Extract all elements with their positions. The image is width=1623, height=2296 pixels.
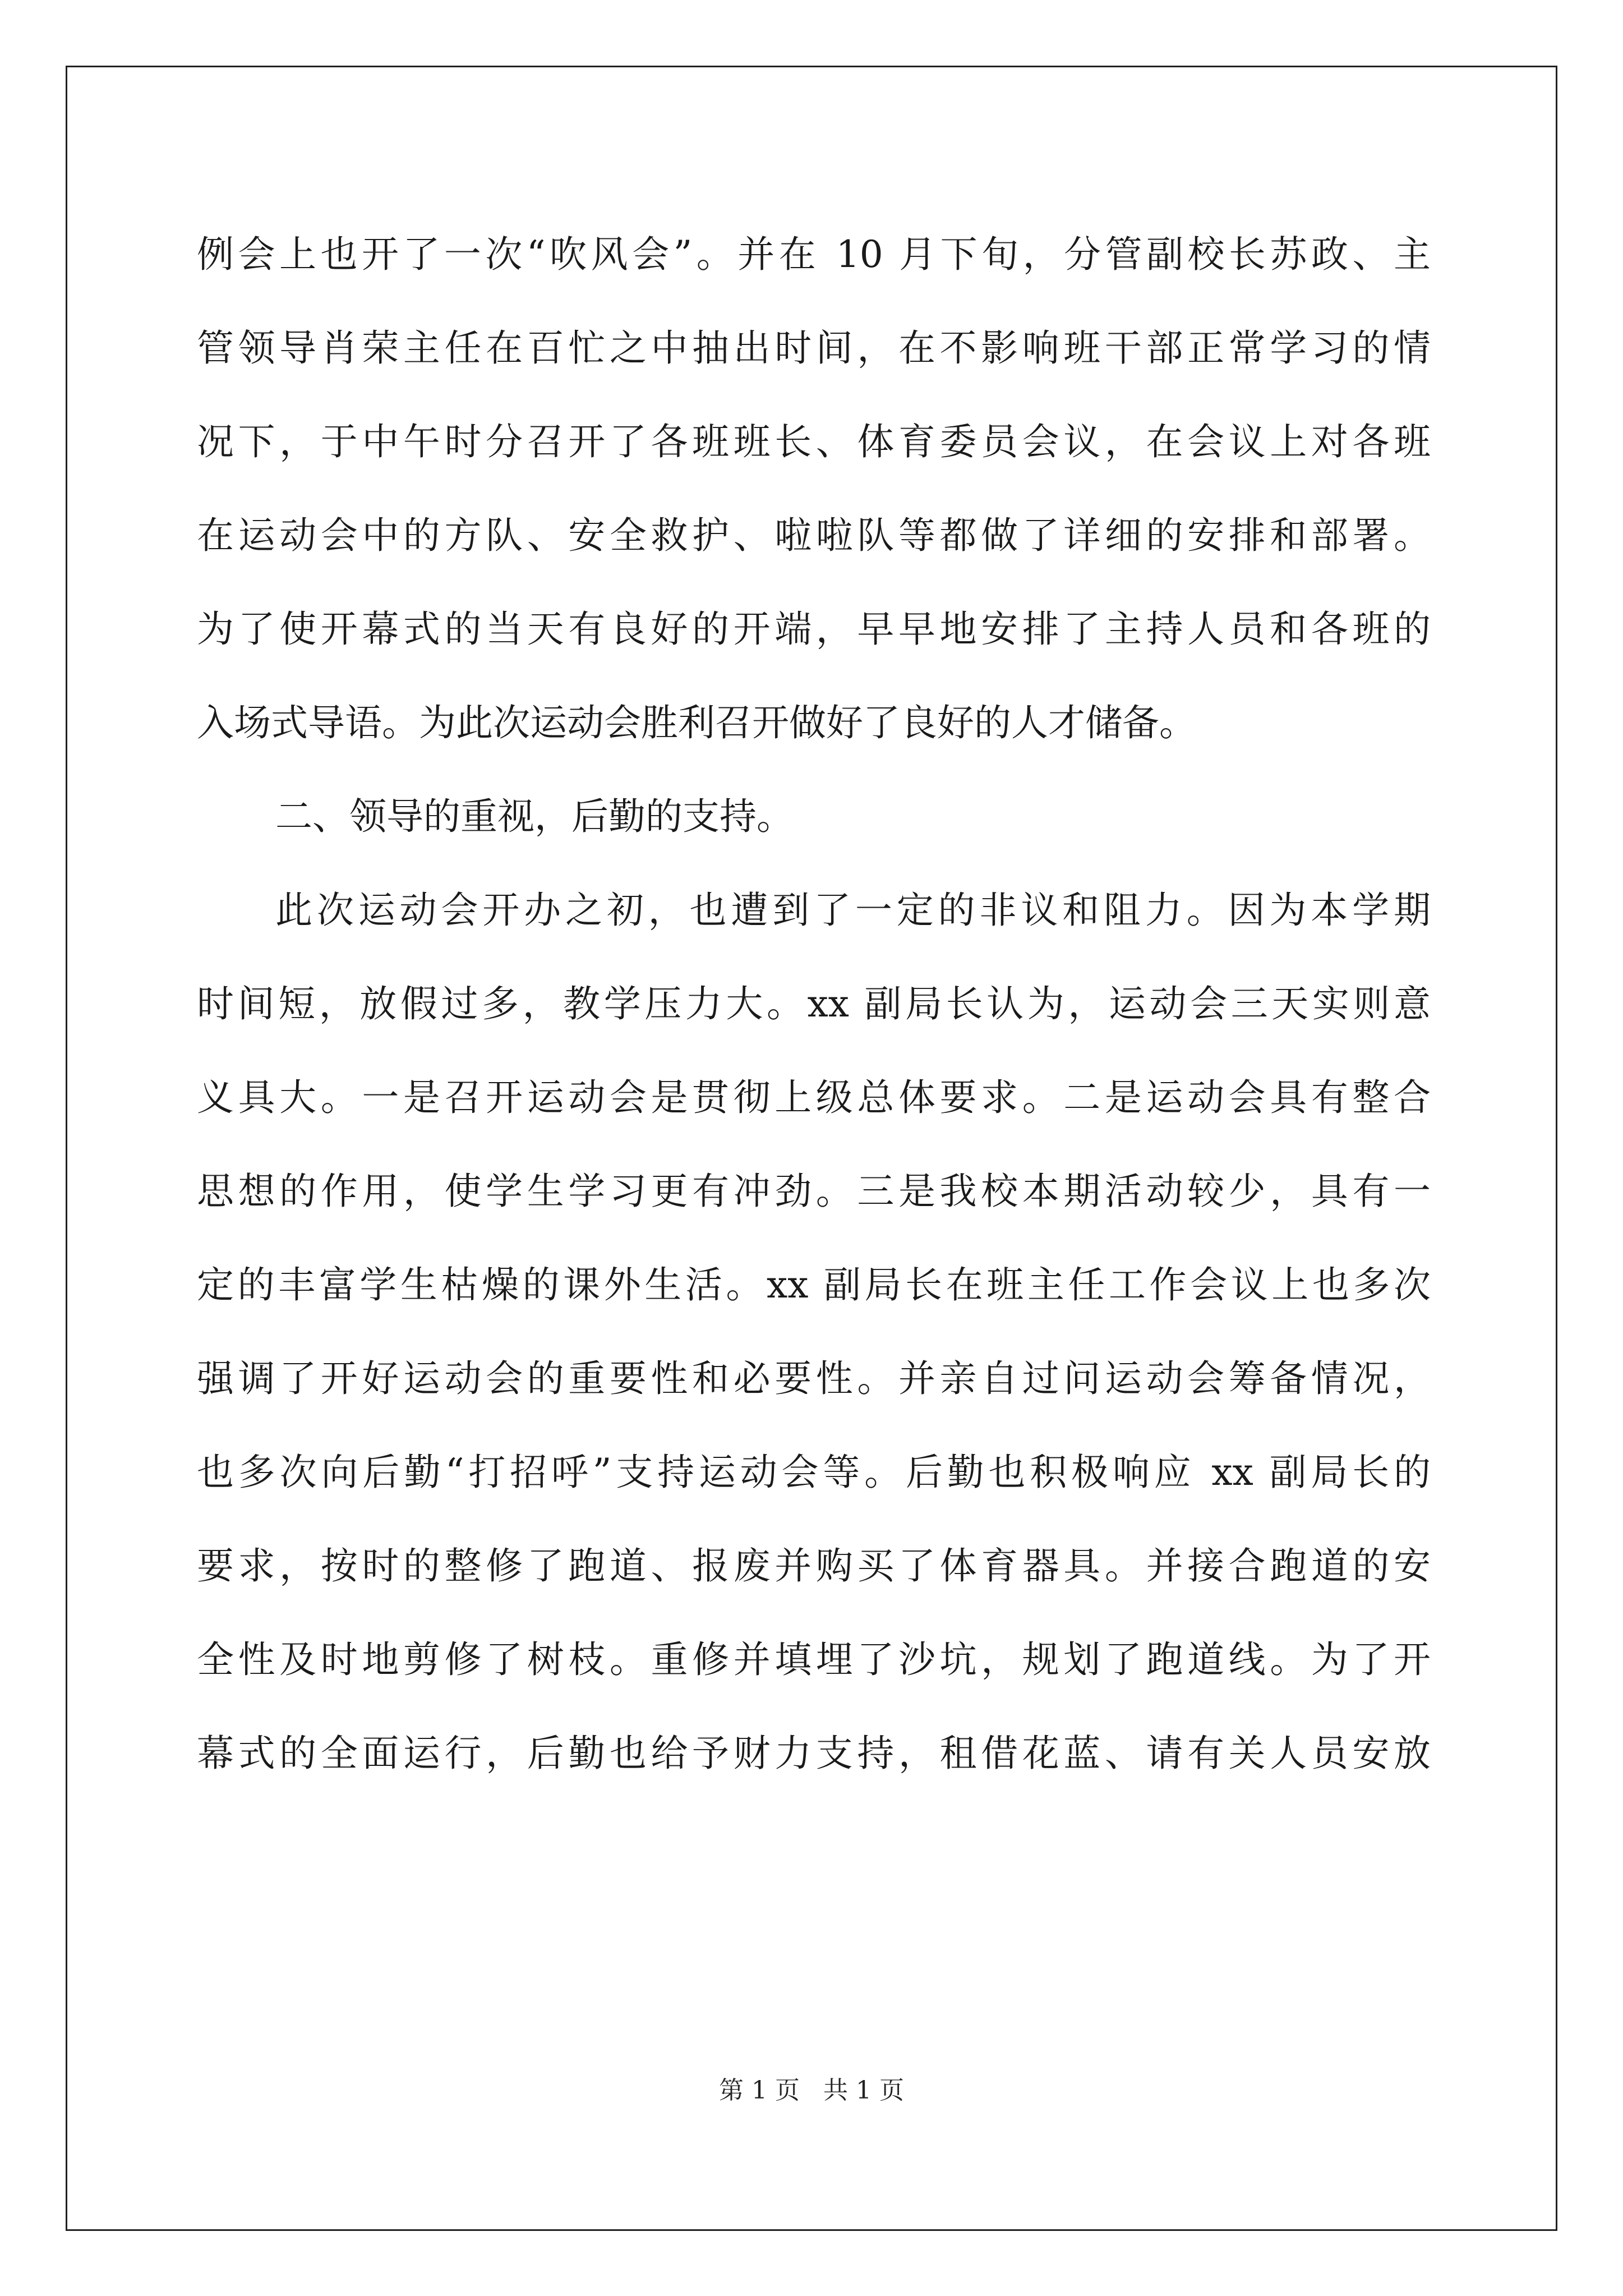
document-body [197, 208, 1431, 1800]
text-line: 思想的作用，使学生学习更有冲劲。三是我校本期活动较少，具有一 [197, 1170, 1431, 1213]
text-line: 强调了开好运动会的重要性和必要性。并亲自过问运动会筹备情况， [197, 1357, 1431, 1400]
page-number-footer: 第 1 页 共 1 页 [719, 2076, 904, 2105]
text-line: 例会上也开了一次“吹风会”。并在 10 月下旬，分管副校长苏政、主 [197, 233, 1431, 276]
text-line: 全性及时地剪修了树枝。重修并填埋了沙坑，规划了跑道线。为了开 [197, 1638, 1431, 1681]
text-line: 管领导肖荣主任在百忙之中抽出时间，在不影响班干部正常学习的情 [197, 326, 1431, 370]
text-line: 幕式的全面运行，后勤也给予财力支持，租借花蓝、请有关人员安放 [197, 1732, 1431, 1775]
text-line: 入场式导语。为此次运动会胜利召开做好了良好的人才储备。 [197, 701, 1196, 744]
text-line: 在运动会中的方队、安全救护、啦啦队等都做了详细的安排和部署。 [197, 514, 1431, 557]
text-line: 此次运动会开办之初，也遭到了一定的非议和阻力。因为本学期 [275, 889, 1431, 932]
text-line: 要求，按时的整修了跑道、报废并购买了体育器具。并接合跑道的安 [197, 1544, 1431, 1588]
text-line: 义具大。一是召开运动会是贯彻上级总体要求。二是运动会具有整合 [197, 1076, 1431, 1119]
text-line: 况下，于中午时分召开了各班班长、体育委员会议，在会议上对各班 [197, 420, 1431, 463]
text-line: 为了使开幕式的当天有良好的开端，早早地安排了主持人员和各班的 [197, 608, 1431, 651]
section-heading: 二、领导的重视，后勤的支持。 [275, 795, 794, 838]
text-line: 时间短，放假过多，教学压力大。xx 副局长认为，运动会三天实则意 [197, 982, 1431, 1025]
text-line: 也多次向后勤“打招呼”支持运动会等。后勤也积极响应 xx 副局长的 [197, 1451, 1431, 1494]
text-line: 定的丰富学生枯燥的课外生活。xx 副局长在班主任工作会议上也多次 [197, 1263, 1431, 1306]
